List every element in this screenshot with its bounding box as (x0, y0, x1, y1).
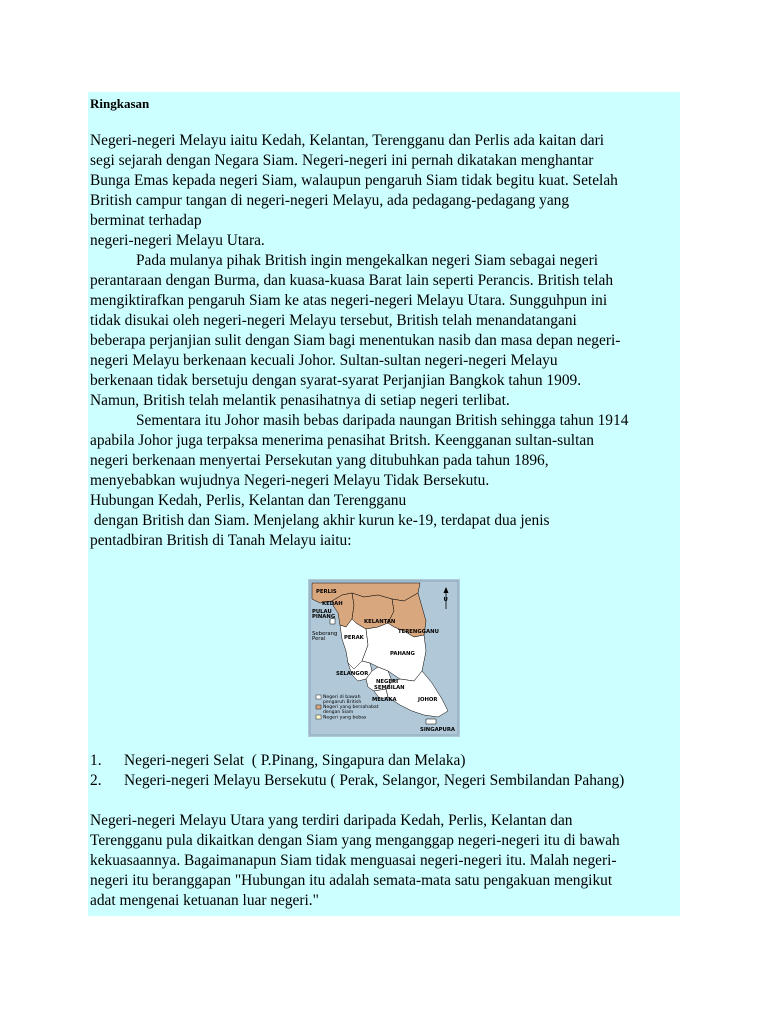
text-line: negeri-negeri Melayu Utara. (90, 232, 265, 249)
map-label-pahang: PAHANG (390, 651, 415, 657)
text-line: apabila Johor juga terpaksa menerima penasihat Britsh. Keengganan sultan-sultan (90, 432, 594, 449)
legend-swatch-british (316, 695, 321, 699)
paragraph-british-siam (90, 251, 677, 411)
text-line: Negeri-negeri Melayu iaitu Kedah, Kelantan, Terengganu dan Perlis ada kaitan dari (90, 132, 605, 149)
map-label-terengganu: TERENGGANU (398, 629, 439, 635)
text-line: mengiktirafkan pengaruh Siam ke atas negeri-negeri Melayu Utara. Sungguhpun ini (90, 292, 608, 309)
text-line: negeri Melayu berkenaan kecuali Johor. Sultan-sultan negeri-negeri Melayu (90, 352, 558, 369)
document-page (88, 92, 680, 916)
text-line: Negeri-negeri Melayu Utara yang terdiri daripada Kedah, Perlis, Kelantan dan (90, 812, 573, 829)
map-label-melaka: MELAKA (372, 697, 397, 703)
map-label-pulau-1: PULAU (312, 609, 332, 615)
map-label-kedah: KEDAH (322, 601, 343, 607)
legend-swatch-siam (316, 705, 321, 709)
text-line: dengan British dan Siam. Menjelang akhir kurun ke-19, terdapat dua jenis (90, 512, 550, 529)
text-line: menyebabkan wujudnya Negeri-negeri Melayu Tidak Bersekutu. (90, 472, 490, 489)
summary-heading: Ringkasan (90, 96, 150, 111)
map-label-perak: PERAK (344, 635, 364, 641)
map-state-singapore (426, 719, 436, 724)
legend-text: Negeri yang bebas (323, 715, 367, 721)
paragraph-johor (90, 411, 677, 551)
text-line: beberapa perjanjian sulit dengan Siam bagi menentukan nasib dan masa depan negeri- (90, 332, 621, 349)
text-line: British campur tangan di negeri-negeri Melayu, ada pedagang-pedagang yang (90, 192, 570, 209)
legend-text: pengaruh British (323, 700, 362, 705)
administration-list (90, 751, 677, 791)
text-line: adat mengenai ketuanan luar negeri." (90, 892, 319, 909)
north-label: U (443, 597, 448, 603)
text-line: Namun, British telah melantik penasihatnya di setiap negeri terlibat. (90, 392, 510, 409)
list-text: Negeri-negeri Melayu Bersekutu ( Perak, Selangor, Negeri Sembilandan Pahang) (124, 772, 625, 789)
list-number: 1. (90, 752, 102, 769)
text-line: Hubungan Kedah, Perlis, Kelantan dan Terengganu (90, 492, 407, 509)
list-text: Negeri-negeri Selat ( P.Pinang, Singapura dan Melaka) (124, 752, 466, 769)
list-number: 2. (90, 772, 102, 789)
text-line: Pada mulanya pihak British ingin mengekalkan negeri Siam sebagai negeri (136, 252, 599, 269)
legend-swatch-free (316, 715, 321, 719)
intro-paragraph (90, 131, 677, 251)
map-label-negeri-1: NEGERI (376, 679, 399, 685)
text-line: perantaraan dengan Burma, dan kuasa-kuasa Barat lain seperti Perancis. British telah (90, 272, 614, 289)
map-label-seberang-2: Perai (312, 636, 326, 642)
text-line: tidak disukai oleh negeri-negeri Melayu tersebut, British telah menandatangani (90, 312, 577, 329)
map-label-kelantan: KELANTAN (364, 619, 396, 625)
map-label-singapura: SINGAPURA (420, 727, 456, 733)
malaya-map-figure (308, 579, 460, 737)
malaya-map (308, 579, 460, 737)
text-line: kekuasaannya. Bagaimanapun Siam tidak menguasai negeri-negeri itu. Malah negeri- (90, 852, 617, 869)
map-label-negeri-2: SEMBILAN (374, 685, 405, 691)
closing-paragraph (90, 811, 677, 911)
text-line: berminat terhadap (90, 212, 202, 229)
text-line: segi sejarah dengan Negara Siam. Negeri-negeri ini pernah dikatakan menghantar (90, 152, 594, 169)
legend-text: Negeri di bawah (323, 695, 361, 700)
text-line: negeri berkenaan menyertai Persekutan yang ditubuhkan pada tahun 1896, (90, 452, 549, 469)
list-item (90, 771, 677, 791)
map-label-pulau-2: PINANG (312, 614, 336, 620)
text-line: berkenaan tidak bersetuju dengan syarat-syarat Perjanjian Bangkok tahun 1909. (90, 372, 582, 389)
legend-text: dengan Siam (323, 710, 354, 715)
text-line: Bunga Emas kepada negeri Siam, walaupun pengaruh Siam tidak begitu kuat. Setelah (90, 172, 618, 189)
text-line: Terengganu pula dikaitkan dengan Siam yang menganggap negeri-negeri itu di bawah (90, 832, 620, 849)
map-label-seberang-1: Seberang (312, 631, 338, 637)
text-line: Sementara itu Johor masih bebas daripada naungan British sehingga tahun 1914 (136, 412, 629, 429)
map-label-johor: JOHOR (418, 697, 438, 703)
text-line: pentadbiran British di Tanah Melayu iaitu: (90, 532, 352, 549)
legend-text: Negeri yang bersahabat (323, 705, 379, 710)
map-label-selangor: SELANGOR (336, 671, 369, 677)
list-item (90, 751, 677, 771)
map-label-perlis: PERLIS (316, 589, 337, 595)
text-line: negeri itu beranggapan "Hubungan itu adalah semata-mata satu pengakuan mengikut (90, 872, 613, 889)
